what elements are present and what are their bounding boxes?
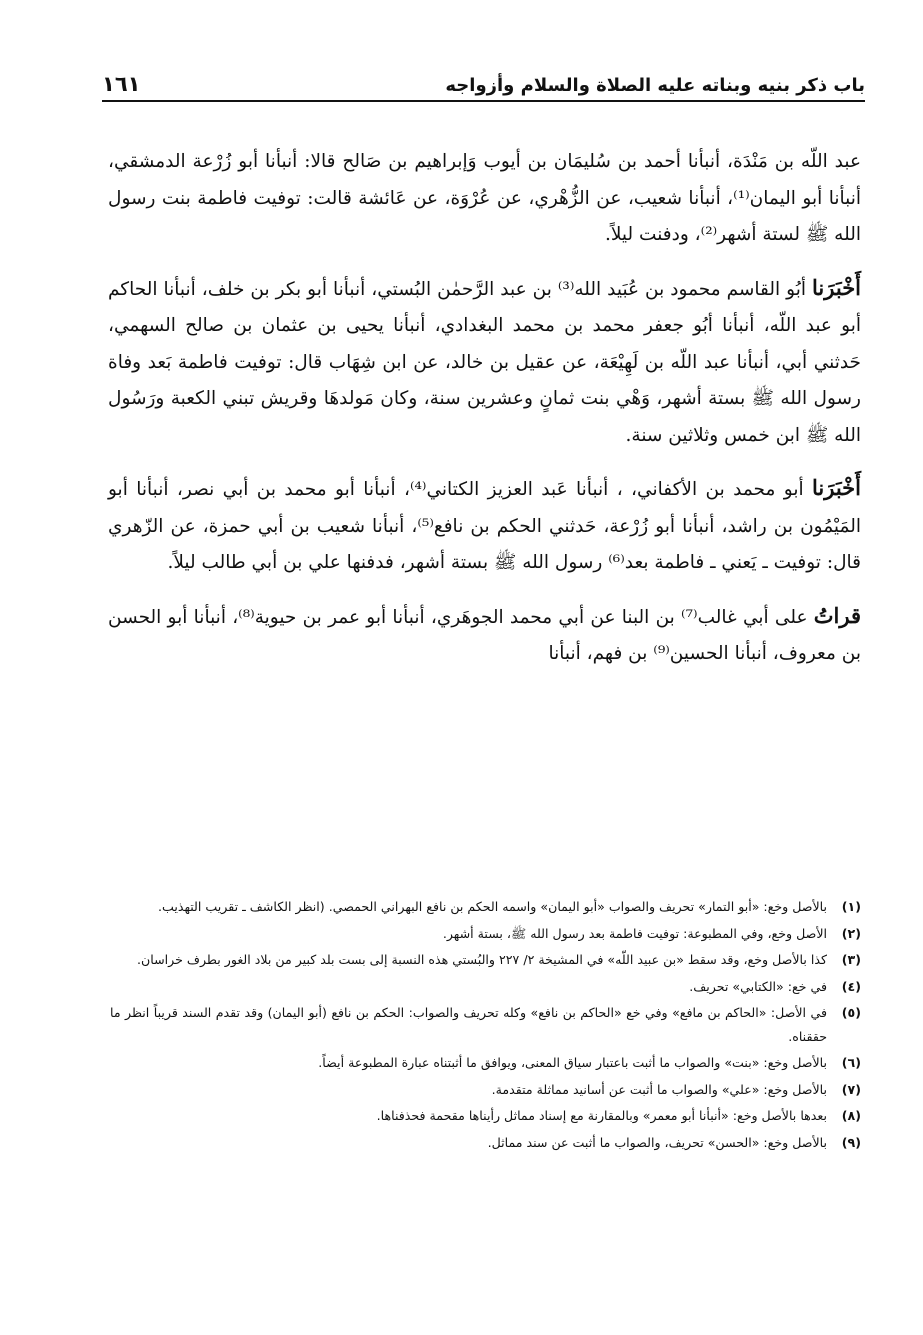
- footnote-text: كذا بالأصل وخع، وقد سقط «بن عبيد اللّه» في المشيخة ٢/ ٢٢٧ والبُستي هذه النسبة إلى بست بلد كبير من بلاد الغور بطرف خراسان.: [137, 952, 827, 967]
- footnote-text: بالأصل وخع: «أبو التمار» تحريف والصواب «أبو اليمان» واسمه الحكم بن نافع البهراني الحمصي. (انظر الكاشف ـ تقريب التهذيب.: [157, 899, 827, 914]
- running-title: باب ذكر بنيه وبناته عليه الصلاة والسلام وأزواجه: [445, 75, 865, 96]
- paragraph: [108, 270, 861, 455]
- footnote: [110, 1001, 861, 1048]
- footnote: [110, 948, 861, 972]
- paragraph-text: على أبي غالب⁽⁷⁾ بن البنا عن أبي محمد الجوهَري، أنبأنا أبو عمر بن حيوية⁽⁸⁾، أنبأنا أبو الحسن بن معروف، أنبأنا الحسين⁽⁹⁾ بن فهم، أنبأنا: [108, 606, 861, 664]
- footnote: [110, 1131, 861, 1155]
- footnote: [110, 975, 861, 999]
- main-text: [108, 142, 861, 689]
- paragraph: [108, 598, 861, 673]
- paragraph-lead: أَخْبَرَنا: [812, 475, 861, 500]
- footnote-number: (٦): [841, 1055, 861, 1070]
- paragraph-text: أبو محمد بن الأكفاني، ، أنبأنا عَبد العزيز الكتاني⁽⁴⁾، أنبأنا أبو محمد بن أبي نصر، أنبأنا أبو المَيْمُون بن راشد، أنبأنا أبو زُرْعة، حَدثني الحكم بن نافع⁽⁵⁾، أنبأنا شعيب بن أبي حمزة، عن الزّهري قال: توفيت ـ يَعني ـ فاطمة بعد⁽⁶⁾ رسول الله ﷺ بستة أشهر، فدفنها علي بن أبي طالب ليلاً.: [108, 479, 861, 573]
- footnote-number: (٢): [841, 925, 861, 941]
- footnote-number: (٥): [841, 1005, 861, 1020]
- paragraph-text: عبد اللّه بن مَنْدَة، أنبأنا أحمد بن سُليمَان بن أيوب وَإبراهيم بن صَالح قالا: أنبأنا أبو زُرْعة الدمشقي، أنبأنا أبو اليمان⁽¹⁾، أنبأنا شعيب، عن الزُّهْري، عن عُرْوَة، عن عَائشة قالت: توفيت فاطمة بنت رسول الله ﷺ لستة أشهر⁽²⁾، ودفنت ليلاً.: [108, 151, 861, 245]
- footnote: [110, 895, 861, 919]
- footnote-text: في خع: «الكتابي» تحريف.: [689, 978, 827, 994]
- footnote: [110, 922, 861, 946]
- paragraph: [108, 470, 861, 582]
- footnote-text: بالأصل وخع: «علي» والصواب ما أثبت عن أسانيد مماثلة متقدمة.: [491, 1081, 827, 1097]
- footnote-number: (٤): [841, 978, 861, 994]
- page-number: ١٦١: [102, 72, 141, 96]
- footnotes: [110, 895, 861, 1157]
- paragraph: [108, 142, 861, 254]
- footnote-text: بالأصل وخع: «بنت» والصواب ما أثبت باعتبار سياق المعنى، ويوافق ما أثبتناه عبارة المطبوعة أيضاً.: [318, 1055, 827, 1070]
- paragraph-text: أبُو القاسم محمود بن عُبَيد الله⁽³⁾ بن عبد الرَّحمٰن البُستي، أنبأنا أبو بكر بن خلف، أنبأنا الحاكم أبو عبد اللّه، أنبأنا أبُو جعفر محمد بن محمد البغدادي، أنبأنا يحيى بن عثمان بن صالح السهمي، حَدثني أبي، أنبأنا عبد اللّه بن لَهِيْعَة، عن عقيل بن خالد، عن ابن شِهَاب قال: توفيت فاطمة بَعد وفاة رسول الله ﷺ بستة أشهر، وَهْي بنت ثمانٍ وعشرين سنة، وكان مَولدهَا وقريش تبني الكعبة ورَسُول الله ﷺ ابن خمس وثلاثين سنة.: [108, 278, 861, 446]
- footnote: [110, 1078, 861, 1102]
- paragraph-lead: قراتُ: [813, 602, 861, 628]
- footnote-number: (١): [841, 899, 861, 914]
- footnote: [110, 1104, 861, 1128]
- footnote-text: بالأصل وخع: «الحسن» تحريف، والصواب ما أثبت عن سند مماثل.: [487, 1134, 827, 1150]
- footnote-text: بعدها بالأصل وخع: «أنبأنا أبو معمر» وبالمقارنة مع إسناد مماثل رأيناها مقحمة فحذفناها.: [376, 1108, 827, 1123]
- footnote-text: في الأصل: «الحاكم بن مافع» وفي خع «الحاكم بن نافع» وكله تحريف والصواب: الحكم بن نافع (أبو اليمان) وقد تقدم السند قريباً انظر ما حققناه.: [110, 1005, 827, 1044]
- footnote-number: (٣): [841, 952, 861, 967]
- footnote-number: (٨): [841, 1108, 861, 1123]
- page-header: [102, 62, 865, 102]
- footnote-number: (٧): [841, 1081, 861, 1097]
- footnote-number: (٩): [841, 1134, 861, 1150]
- paragraph-lead: أَخْبَرَنا: [812, 274, 862, 300]
- footnote: [110, 1051, 861, 1075]
- footnote-text: الأصل وخع، وفي المطبوعة: توفيت فاطمة بعد رسول الله ﷺ، بستة أشهر.: [442, 925, 827, 941]
